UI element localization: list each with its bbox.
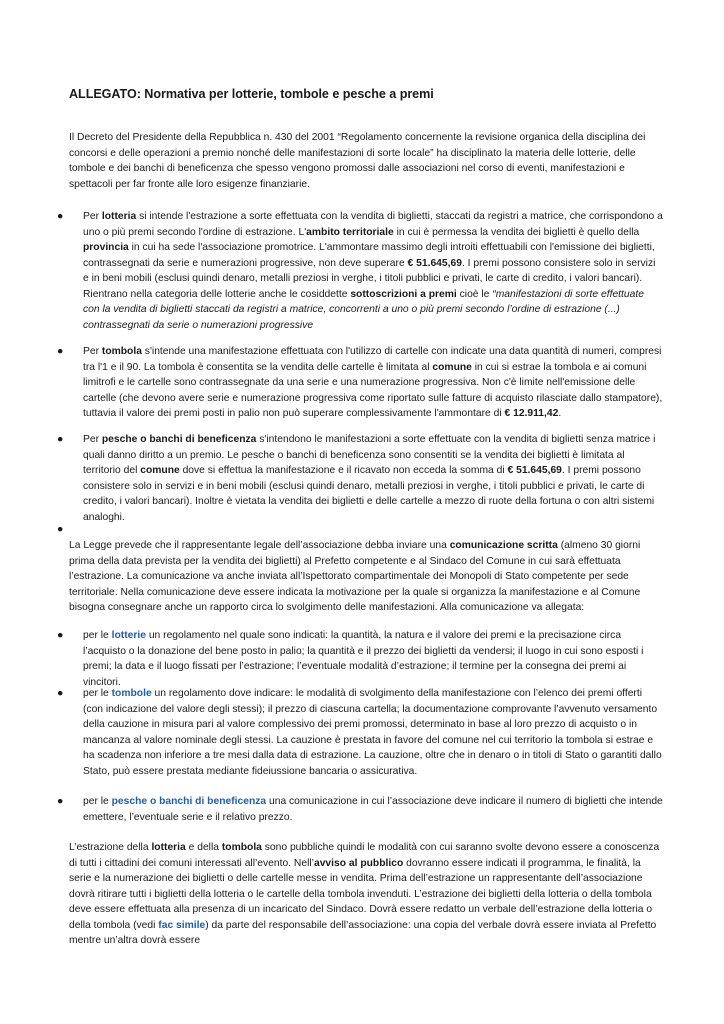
bullet-allegato-pesche: ● (57, 795, 64, 807)
bullet-allegato-tombole: ● (57, 687, 64, 699)
bullet-pesche: ● (57, 433, 64, 445)
amount-lotteria: € 51.645,69 (407, 257, 462, 269)
term-tombola: tombola (101, 346, 142, 357)
term-comune: comune (432, 361, 472, 373)
bullet-empty: ● (57, 523, 64, 535)
paragraph-estrazione: L’estrazione della lotteria e della tombola sono pubbliche quindi le modalità con cui saranno svolte devono essere a conoscenza di tutti i cittadini dei comuni interessati all’evento. Nell’avviso al pubblico dovranno essere indicati il programma, le finalità, la serie e la numerazione dei biglietti o delle cartelle messe in vendita. Prima dell’estrazione un rappresentante dell’associazione dovrà ritirare tutti i biglietti della lotteria o le cartelle della tombola invenduti. L’estrazione dei biglietti della lotteria o della tombola deve essere effettuata alla presenza di un incaricato del Sindaco. Dovrà essere redatto un verbale dell’estrazione della lotteria o della tombola (vedi fac simile) da parte del responsabile dell’associazione: una copia del verbale dovrà essere inviata al Prefetto mentre un’altra dovrà essere (69, 842, 660, 946)
quote-sottoscrizioni: “manifestazioni di sorte effettuate con la vendita di biglietti staccati da registri a matrice, concorrenti a uno o più premi secondo l’ordine di estrazione (...) contrassegnati da serie o numerazioni progressive (83, 288, 644, 331)
paragraph-pesche: Per pesche o banchi di beneficenza s'intendono le manifestazioni a sorte effettuate con la vendita di biglietti senza matrice i quali danno diritto a un premio. Le pesche o banchi di beneficenza sono consentiti se la vendita dei biglietti è limitata al territorio del comune dove si effettua la manifestazione e il ricavato non ecceda la somma di € 51.645,69. I premi possono consistere solo in servizi e in beni mobili (esclusi quindi denaro, metalli preziosi in verghe, i titoli pubblici e privati, le carte di credito, i valori bancari). Inoltre è vietata la vendita dei biglietti e delle cartelle a mezzo di ruote della fortuna o con altri sistemi analoghi. (83, 434, 656, 523)
term-sottoscrizioni: sottoscrizioni a premi (350, 288, 457, 300)
intro-paragraph: Il Decreto del Presidente della Repubblica n. 430 del 2001 “Regolamento concernente la revisione organica della disciplina dei concorsi e delle operazioni a premio nonché delle manifestazioni di sorte locale” ha disciplinato la materia delle lotterie, delle tombole e dei banchi di beneficenza che spesso vengono promossi dalle associazioni nel corso di eventi, manifestazioni e spettacoli per far fronte alle loro esigenze finanziarie. (69, 132, 646, 190)
term-lotteria: lotteria (101, 211, 137, 222)
term-comunicazione-scritta: comunicazione scritta (449, 540, 558, 551)
term-ambito-territoriale: ambito territoriale (306, 226, 394, 238)
term-lotteria-final: lotteria (151, 842, 186, 853)
amount-pesche: € 51.645,69 (507, 465, 562, 476)
bullet-lotteria: ● (57, 210, 64, 222)
link-pesche[interactable]: pesche o banchi di beneficenza (111, 796, 267, 807)
paragraph-lotteria: Per lotteria si intende l'estrazione a sorte effettuata con la vendita di biglietti, staccati da registri a matrice, che corrispondono a uno o più premi secondo l'ordine di estrazione. L'ambito territoriale in cui è permessa la vendita dei biglietti è quello della provincia in cui ha sede l'associazione promotrice. L'ammontare massimo degli introiti effettuabili con l'emissione dei biglietti, contrassegnati da serie e numerazioni progressive, non deve superare € 51.645,69. I premi possono consistere solo in servizi e in beni mobili (esclusi quindi denaro, metalli preziosi in verghe, i titoli pubblici e privati, le carte di credito, i valori bancari). Rientrano nella categoria delle lotterie anche le cosiddette sottoscrizioni a premi cioè le “manifestazioni di sorte effettuate con la vendita di biglietti staccati da registri a matrice, concorrenti a uno o più premi secondo l’ordine di estrazione (...) contrassegnati da serie o numerazioni progressive (83, 211, 663, 331)
paragraph-legge: La Legge prevede che il rappresentante legale dell’associazione debba inviare una comunicazione scritta (almeno 30 giorni prima della data prevista per la vendita dei biglietti) al Prefetto competente e al Sindaco del Comune in cui sarà effettuata l’estrazione. La comunicazione va anche inviata all’Ispettorato compartimentale dei Monopoli di Stato competente per sede territoriale. Nella comunicazione deve essere indicata la motivazione per la quale si organizza la manifestazione e al Comune bisogna consegnare anche un rapporto circa lo svolgimento delle manifestazioni. Alla comunicazione va allegata: (69, 540, 641, 613)
paragraph-tombola: Per tombola s'intende una manifestazione effettuata con l'utilizzo di cartelle con indicate una data quantità di numeri, compresi tra l'1 e il 90. La tombola è consentita se la vendita delle cartelle è limitata al comune in cui si estrae la tombola e ai comuni limitrofi e le cartelle sono contrassegnate da una serie e una numerazione progressiva. Non c'è limite nell'emissione delle cartelle (che devono avere serie e numerazione progressiva come riportato sulle fatture di acquisto rilasciate dallo stampatore), tuttavia il valore dei premi posti in palio non può superare complessivamente l'ammontare di € 12.911,42. (83, 346, 663, 419)
term-comune-pesche: comune (140, 465, 180, 476)
term-provincia: provincia (83, 242, 129, 253)
term-tombola-final: tombola (221, 842, 262, 853)
amount-tombola: € 12.911,42 (504, 408, 559, 419)
paragraph-allegato-lotterie: per le lotterie un regolamento nel quale sono indicati: la quantità, la natura e il valore dei premi e la precisazione circa l’acquisto o la donazione del bene posto in palio; la quantità e il prezzo dei biglietti da vendersi; il luogo in cui sono esposti i premi; la data e il luogo fissati per l’estrazione; l’eventuale modalità d’estrazione; il termine per la consegna dei premi ai vincitori. (83, 630, 644, 688)
link-tombole[interactable]: tombole (111, 688, 152, 699)
paragraph-allegato-pesche: per le pesche o banchi di beneficenza una comunicazione in cui l’associazione deve indicare il numero di biglietti che intende emettere, l’eventuale serie e il relativo prezzo. (83, 796, 663, 823)
bullet-allegato-lotterie: ● (57, 629, 64, 641)
paragraph-allegato-tombole: per le tombole un regolamento dove indicare: le modalità di svolgimento della manifestazione con l’elenco dei premi offerti (con indicazione del valore degli stessi); il prezzo di ciascuna cartella; la documentazione comprovante l’avvenuto versamento della cauzione in misura pari al valore complessivo dei premi promossi, determinato in base al loro prezzo di acquisto o in mancanza al valore nominale degli stessi. La cauzione è prestata in favore del comune nel cui territorio la tombola si estrae e ha scadenza non inferiore a tre mesi dalla data di estrazione. La cauzione, oltre che in denaro o in titoli di Stato o garantiti dallo Stato, può essere prestata mediante fideiussione bancaria o assicurativa. (83, 688, 662, 777)
link-fac-simile[interactable]: fac simile (158, 919, 206, 931)
bullet-tombola: ● (57, 345, 64, 357)
term-pesche: pesche o banchi di beneficenza (101, 434, 257, 445)
term-avviso-pubblico: avviso al pubblico (313, 857, 404, 869)
link-lotterie[interactable]: lotterie (111, 630, 146, 641)
document-title: ALLEGATO: Normativa per lotterie, tombole e pesche a premi (69, 87, 434, 101)
